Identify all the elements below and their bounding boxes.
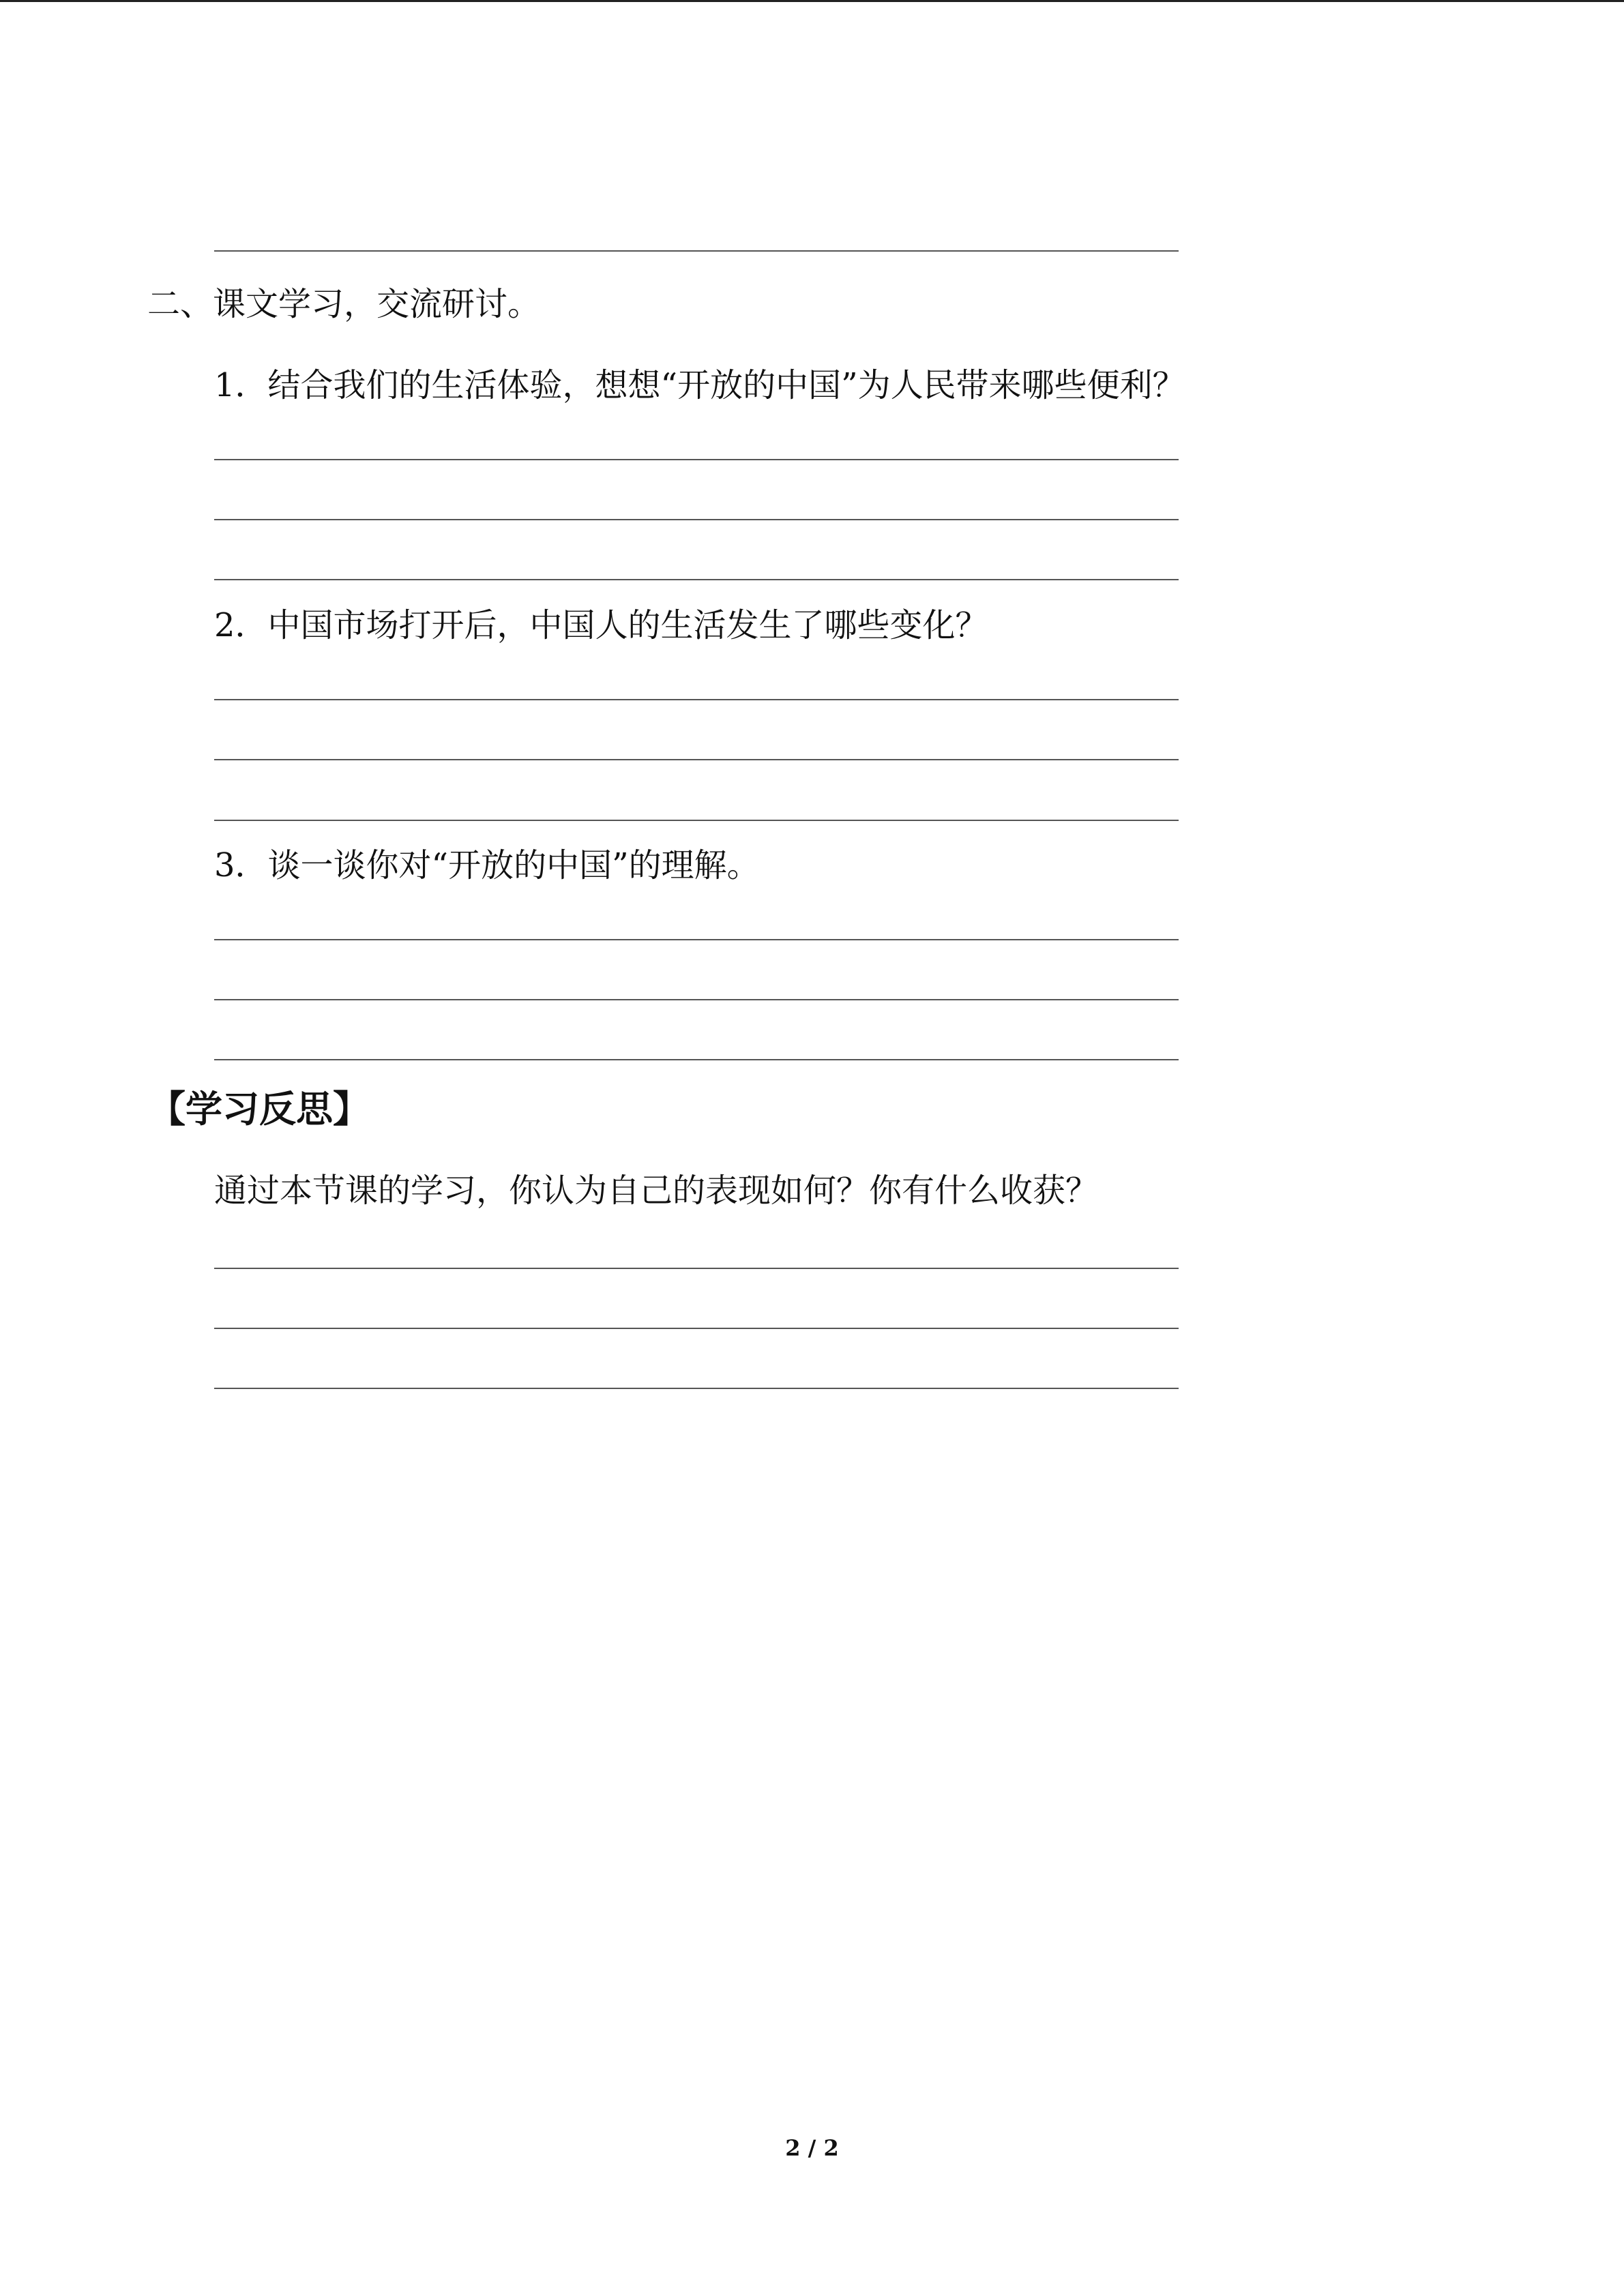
- answer-line: [214, 699, 1179, 700]
- answer-line: [214, 820, 1179, 821]
- question-3: 3．谈一谈你对“开放的中国”的理解。: [214, 846, 760, 884]
- answer-line: [214, 1268, 1179, 1269]
- answer-line: [214, 459, 1179, 460]
- section-heading: 二、课文学习，交流研讨。: [147, 285, 541, 323]
- answer-line: [214, 939, 1179, 940]
- answer-line: [214, 250, 1179, 252]
- answer-line: [214, 1059, 1179, 1060]
- reflection-title: 【学习反思】: [149, 1088, 370, 1131]
- answer-line: [214, 759, 1179, 760]
- answer-line: [214, 1328, 1179, 1329]
- answer-line: [214, 519, 1179, 520]
- answer-line: [214, 1388, 1179, 1389]
- question-1: 1．结合我们的生活体验，想想“开放的中国”为人民带来哪些便利？: [214, 366, 1185, 404]
- reflection-prompt: 通过本节课的学习，你认为自己的表现如何？你有什么收获？: [214, 1172, 1099, 1210]
- question-2: 2．中国市场打开后，中国人的生活发生了哪些变化？: [214, 606, 988, 644]
- answer-line: [214, 999, 1179, 1000]
- page-number: 2 / 2: [785, 2135, 839, 2161]
- answer-line: [214, 579, 1179, 580]
